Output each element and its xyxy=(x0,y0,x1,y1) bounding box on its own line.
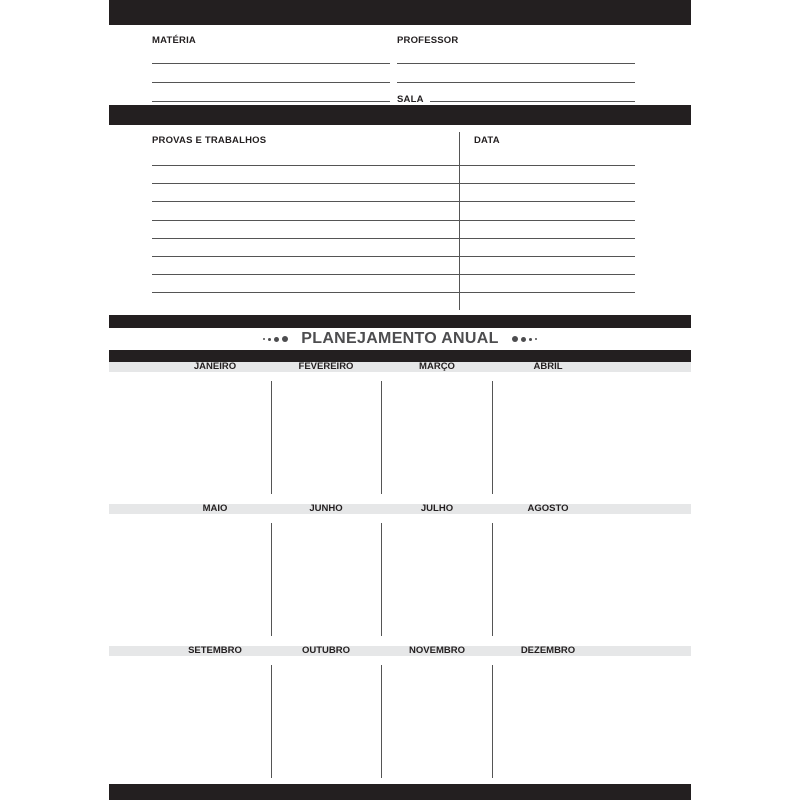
materia-line-1[interactable] xyxy=(152,63,390,64)
provas-row-line[interactable] xyxy=(152,183,459,184)
professor-line-2[interactable] xyxy=(397,82,635,83)
provas-divider xyxy=(459,132,460,310)
top-bar xyxy=(109,0,691,25)
provas-label: PROVAS E TRABALHOS xyxy=(152,135,267,146)
section-bar-provas xyxy=(109,105,691,125)
dot-icon xyxy=(268,338,271,341)
dot-icon xyxy=(535,338,537,340)
dot-icon xyxy=(282,336,288,342)
month-label: NOVEMBRO xyxy=(409,645,465,656)
dot-icon xyxy=(263,338,265,340)
month-label: AGOSTO xyxy=(527,503,569,514)
month-column-divider xyxy=(492,523,493,636)
month-label: MAIO xyxy=(202,503,228,514)
provas-row-line[interactable] xyxy=(152,274,459,275)
materia-line-2[interactable] xyxy=(152,82,390,83)
month-label: JULHO xyxy=(420,503,454,514)
provas-row-line[interactable] xyxy=(152,165,459,166)
provas-row-line[interactable] xyxy=(152,201,459,202)
provas-row-line[interactable] xyxy=(152,220,459,221)
data-row-line[interactable] xyxy=(459,183,635,184)
dot-icon xyxy=(529,338,532,341)
professor-label: PROFESSOR xyxy=(397,35,459,46)
planejamento-title-row xyxy=(0,328,800,350)
materia-line-3[interactable] xyxy=(152,101,390,102)
month-label: ABRIL xyxy=(533,361,563,372)
dot-icon xyxy=(274,337,279,342)
planejamento-title: PLANEJAMENTO ANUAL xyxy=(301,330,499,347)
month-column-divider xyxy=(271,381,272,494)
data-row-line[interactable] xyxy=(459,256,635,257)
month-label: OUTUBRO xyxy=(301,645,351,656)
month-label: DEZEMBRO xyxy=(520,645,576,656)
month-column-divider xyxy=(381,665,382,778)
data-row-line[interactable] xyxy=(459,201,635,202)
month-column-divider xyxy=(492,665,493,778)
month-label: JUNHO xyxy=(309,503,343,514)
provas-row-line[interactable] xyxy=(152,238,459,239)
professor-line-1[interactable] xyxy=(397,63,635,64)
month-column-divider xyxy=(271,665,272,778)
sala-label: SALA xyxy=(397,94,424,105)
data-row-line[interactable] xyxy=(459,165,635,166)
month-column-divider xyxy=(271,523,272,636)
materia-label: MATÉRIA xyxy=(152,35,196,46)
data-row-line[interactable] xyxy=(459,220,635,221)
month-label: SETEMBRO xyxy=(188,645,242,656)
month-column-divider xyxy=(381,381,382,494)
section-bar-planejamento-top xyxy=(109,315,691,328)
data-row-line[interactable] xyxy=(459,274,635,275)
month-label: FEVEREIRO xyxy=(298,361,354,372)
month-label: JANEIRO xyxy=(193,361,237,372)
dot-icon xyxy=(521,337,526,342)
sala-line[interactable] xyxy=(430,101,635,102)
bottom-bar xyxy=(109,784,691,800)
data-row-line[interactable] xyxy=(459,238,635,239)
provas-row-line[interactable] xyxy=(152,292,459,293)
month-column-divider xyxy=(492,381,493,494)
data-row-line[interactable] xyxy=(459,292,635,293)
provas-row-line[interactable] xyxy=(152,256,459,257)
dot-icon xyxy=(512,336,518,342)
data-label: DATA xyxy=(474,135,500,146)
month-header-band xyxy=(109,504,691,514)
month-column-divider xyxy=(381,523,382,636)
month-label: MARÇO xyxy=(419,361,455,372)
